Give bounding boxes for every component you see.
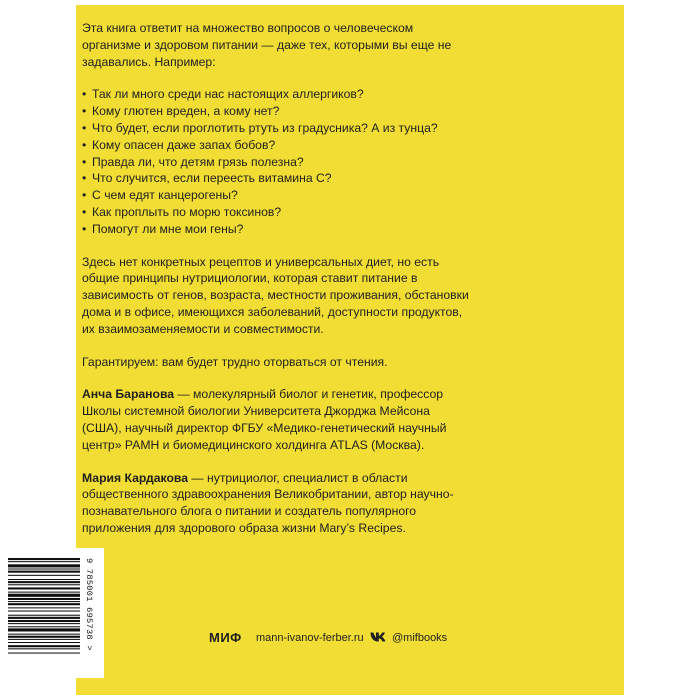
social-handle[interactable]: @mifbooks [392,632,448,644]
vk-icon [370,631,386,643]
question-item: • Что будет, если проглотить ртуть из градусника? А из тунца? [82,120,472,137]
question-item: • С чем едят канцерогены? [82,187,472,204]
barcode-bars [8,558,80,670]
intro-paragraph: Эта книга ответит на множество вопросов о человеческом организме и здоровом питании — даже тех, которыми вы еще не задавались. Например: [82,21,452,69]
question-item: • Кому опасен даже запах бобов? [82,137,472,154]
question-item: • Помогут ли мне мои гены? [82,221,472,238]
question-item: • Что случится, если переесть витамина С? [82,170,472,187]
author2-paragraph [82,470,472,537]
question-item: • Правда ли, что детям грязь полезна? [82,154,472,171]
publisher-logo: МИФ [209,630,242,645]
guarantee-paragraph: Гарантируем: вам будет трудно оторваться от чтения. [82,354,388,369]
author1-bio: — молекулярный биолог и генетик, профессор Школы системной биологии Университета Джорджа Мейсона (США), научный директор ФГБУ «Медико-генетический научный центр» РАМН и биомедицинского холдинга ATLAS (Москва). [82,387,447,452]
question-item: • Так ли много среди нас настоящих аллергиков? [82,86,472,103]
principles-paragraph: Здесь нет конкретных рецептов и универсальных диет, но есть общие принципы нутрициологии, которая ставит питание в зависимость от генов, возраста, местности проживания, обстановки дома и в офисе, имеющихся заболеваний, доступности продуктов, их взаимозаменяемости и совместимости. [82,254,469,336]
annotation-text [82,20,472,537]
website-link[interactable]: mann-ivanov-ferber.ru [256,632,364,644]
barcode [0,548,104,678]
isbn-digits: 9 785001 695738 > [84,558,94,651]
publisher-footer [0,627,700,647]
question-item: • Кому глютен вреден, а кому нет? [82,103,472,120]
author2-name: Мария Кардакова [82,470,189,485]
author1-name: Анча Баранова [82,387,175,402]
author2-bio: — нутрициолог, специалист в области общественного здравоохранения Великобритании, автор научно-познавательного блога о питании и создатель популярного приложения для здорового образа жизни Mary’s Recipes. [82,470,454,535]
question-item: • Как проплыть по морю токсинов? [82,204,472,221]
questions-list [82,86,472,237]
author1-paragraph [82,386,472,453]
